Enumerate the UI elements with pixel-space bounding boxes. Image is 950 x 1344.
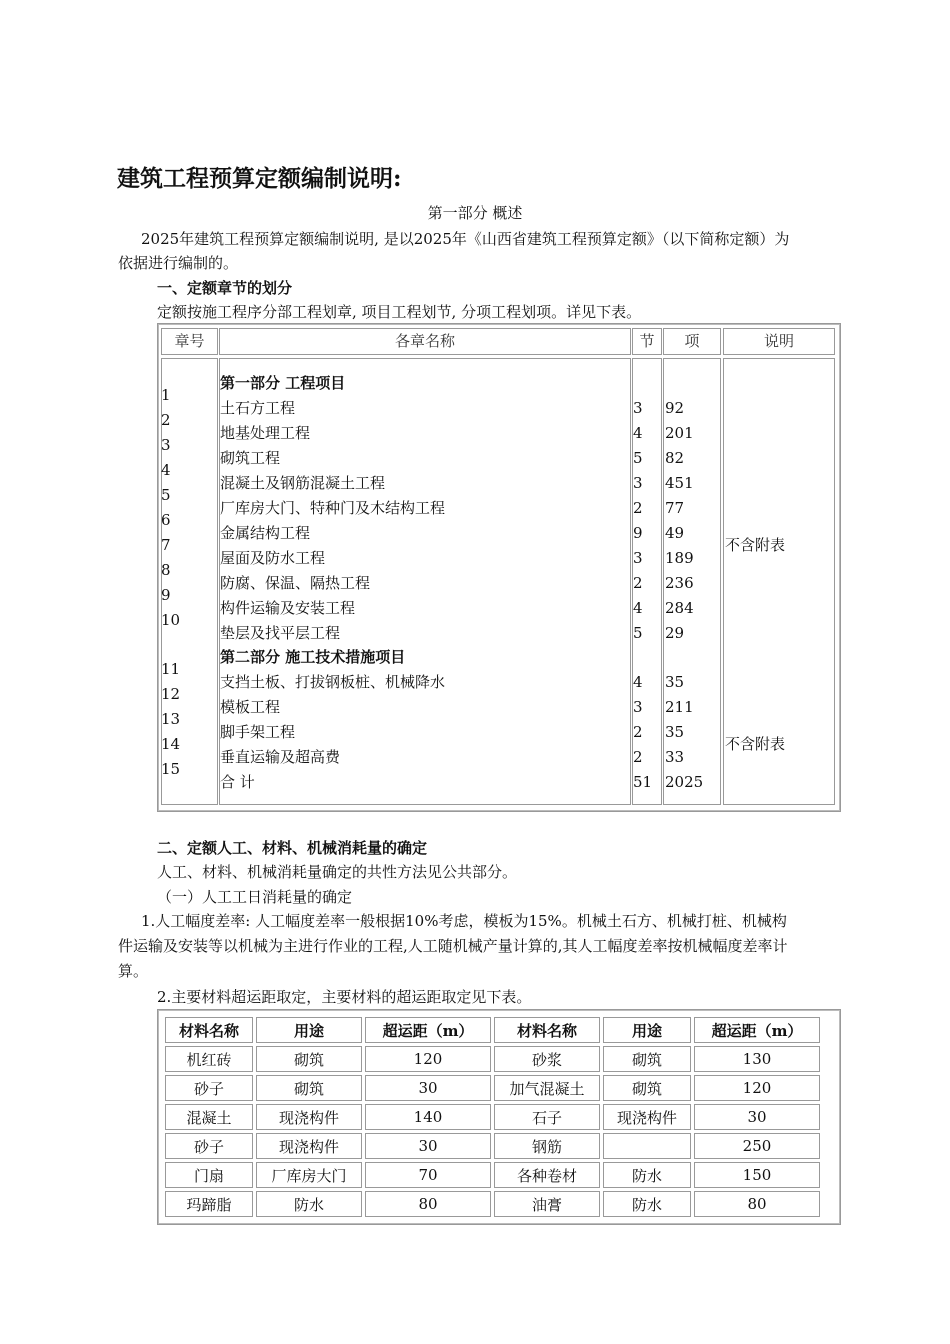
section1-heading: 一、定额章节的划分 <box>157 279 293 297</box>
table-row <box>165 1046 820 1072</box>
usage-cell: 砌筑 <box>603 1075 691 1101</box>
jie-value: 2 <box>633 499 643 517</box>
material-cell: 各种卷材 <box>494 1162 600 1188</box>
usage-cell: 厂库房大门 <box>256 1162 362 1188</box>
chapter-no: 15 <box>161 760 181 778</box>
jie-value: 3 <box>633 698 643 716</box>
intro-line-1: 2025年建筑工程预算定额编制说明, 是以2025年《山西省建筑工程预算定额》（以下简称定额）为 <box>141 230 790 248</box>
xiang-value: 451 <box>665 474 694 492</box>
jie-value: 3 <box>633 399 643 417</box>
material-cell: 玛蹄脂 <box>165 1191 253 1217</box>
chapter-name: 构件运输及安装工程 <box>220 599 356 617</box>
note-part2: 不含附表 <box>725 735 786 753</box>
header-chapter-name: 各章名称 <box>219 328 631 355</box>
jie-value: 4 <box>633 673 643 691</box>
header-material: 材料名称 <box>494 1017 600 1043</box>
chapter-no: 14 <box>161 735 181 753</box>
item2-text: 2.主要材料超运距取定，主要材料的超运距取定见下表。 <box>157 988 532 1006</box>
xiang-value: 201 <box>665 424 694 442</box>
jie-value: 3 <box>633 474 643 492</box>
total-label: 合 计 <box>220 773 255 791</box>
item1-line-3: 算。 <box>118 962 149 980</box>
distance-cell: 70 <box>365 1162 491 1188</box>
xiang-value: 92 <box>665 399 685 417</box>
item1-line-2: 件运输及安装等以机械为主进行作业的工程,人工随机械产量计算的,其人工幅度差率按机械幅度差率计 <box>118 937 788 955</box>
chapter-no: 4 <box>161 461 171 479</box>
chapter-name: 模板工程 <box>220 698 281 716</box>
chapter-no: 13 <box>161 710 181 728</box>
chapter-name: 混凝土及钢筋混凝土工程 <box>220 474 386 492</box>
header-material: 材料名称 <box>165 1017 253 1043</box>
header-usage: 用途 <box>256 1017 362 1043</box>
header-jie: 节 <box>632 328 662 355</box>
material-cell: 砂子 <box>165 1133 253 1159</box>
jie-value: 3 <box>633 549 643 567</box>
total-xiang: 2025 <box>665 773 704 791</box>
chapter-no: 10 <box>161 611 181 629</box>
chapter-name: 地基处理工程 <box>220 424 311 442</box>
usage-cell: 现浇构件 <box>603 1104 691 1130</box>
distance-cell: 30 <box>365 1075 491 1101</box>
distance-cell: 250 <box>694 1133 820 1159</box>
material-cell: 砂子 <box>165 1075 253 1101</box>
chapter-no: 12 <box>161 685 181 703</box>
chapter-no: 5 <box>161 486 171 504</box>
material-cell: 机红砖 <box>165 1046 253 1072</box>
header-distance: 超运距（m） <box>694 1017 820 1043</box>
chapter-no: 7 <box>161 536 171 554</box>
xiang-value: 236 <box>665 574 694 592</box>
usage-cell: 防水 <box>603 1162 691 1188</box>
chapter-name: 支挡土板、打拔钢板桩、机械降水 <box>220 673 446 691</box>
header-xiang: 项 <box>663 328 721 355</box>
material-cell: 钢筋 <box>494 1133 600 1159</box>
table-row <box>165 1133 820 1159</box>
intro-line-2: 依据进行编制的。 <box>118 254 239 272</box>
table-row <box>165 1162 820 1188</box>
distance-cell: 150 <box>694 1162 820 1188</box>
table-header-row <box>165 1017 820 1043</box>
usage-cell: 砌筑 <box>603 1046 691 1072</box>
chapter-name: 屋面及防水工程 <box>220 549 326 567</box>
item1-line-1: 1.人工幅度差率: 人工幅度差率一般根据10%考虑，模板为15%。机械土石方、机械打桩、机械构 <box>141 912 787 930</box>
xiang-value: 82 <box>665 449 685 467</box>
jie-value: 4 <box>633 599 643 617</box>
table-row <box>165 1104 820 1130</box>
chapter-no: 6 <box>161 511 171 529</box>
header-distance: 超运距（m） <box>365 1017 491 1043</box>
distance-cell: 30 <box>694 1104 820 1130</box>
xiang-value: 35 <box>665 673 685 691</box>
xiang-value: 189 <box>665 549 694 567</box>
section2-text: 人工、材料、机械消耗量确定的共性方法见公共部分。 <box>157 863 518 881</box>
xiang-value: 29 <box>665 624 685 642</box>
material-cell: 加气混凝土 <box>494 1075 600 1101</box>
jie-value: 9 <box>633 524 643 542</box>
jie-value: 2 <box>633 723 643 741</box>
xiang-value: 35 <box>665 723 685 741</box>
jie-value: 5 <box>633 624 643 642</box>
chapter-no: 3 <box>161 436 171 454</box>
section2-heading: 二、定额人工、材料、机械消耗量的确定 <box>157 839 428 857</box>
page-title: 建筑工程预算定额编制说明: <box>117 165 402 192</box>
distance-cell: 140 <box>365 1104 491 1130</box>
chapter-no: 9 <box>161 586 171 604</box>
part-heading: 第一部分 概述 <box>427 204 523 222</box>
material-cell: 石子 <box>494 1104 600 1130</box>
distance-cell: 80 <box>365 1191 491 1217</box>
chapter-no: 11 <box>161 660 181 678</box>
table-row <box>165 1191 820 1217</box>
jie-value: 5 <box>633 449 643 467</box>
table-row <box>165 1075 820 1101</box>
chapter-name: 金属结构工程 <box>220 524 311 542</box>
usage-cell: 现浇构件 <box>256 1104 362 1130</box>
usage-cell: 砌筑 <box>256 1075 362 1101</box>
xiang-value: 77 <box>665 499 685 517</box>
distance-cell: 30 <box>365 1133 491 1159</box>
header-usage: 用途 <box>603 1017 691 1043</box>
usage-cell: 砌筑 <box>256 1046 362 1072</box>
part1-label: 第一部分 工程项目 <box>220 374 346 392</box>
jie-value: 4 <box>633 424 643 442</box>
chapter-no: 2 <box>161 411 171 429</box>
sub1-heading: （一）人工工日消耗量的确定 <box>157 888 353 906</box>
header-chapter-no: 章号 <box>161 328 218 355</box>
note-part1: 不含附表 <box>725 536 786 554</box>
chapter-name: 垫层及找平层工程 <box>220 624 341 642</box>
xiang-value: 284 <box>665 599 694 617</box>
material-cell: 砂浆 <box>494 1046 600 1072</box>
usage-cell: 防水 <box>256 1191 362 1217</box>
usage-cell <box>603 1133 691 1159</box>
usage-cell: 防水 <box>603 1191 691 1217</box>
header-note: 说明 <box>723 328 835 355</box>
chapter-no: 8 <box>161 561 171 579</box>
material-cell: 门扇 <box>165 1162 253 1188</box>
chapter-name: 砌筑工程 <box>220 449 281 467</box>
jie-value: 2 <box>633 574 643 592</box>
xiang-value: 211 <box>665 698 694 716</box>
material-cell: 混凝土 <box>165 1104 253 1130</box>
distance-cell: 130 <box>694 1046 820 1072</box>
xiang-value: 49 <box>665 524 685 542</box>
jie-value: 2 <box>633 748 643 766</box>
distance-cell: 120 <box>365 1046 491 1072</box>
distance-cell: 80 <box>694 1191 820 1217</box>
chapter-name: 脚手架工程 <box>220 723 296 741</box>
chapter-name: 防腐、保温、隔热工程 <box>220 574 371 592</box>
material-distance-table <box>157 1009 841 1225</box>
material-cell: 油膏 <box>494 1191 600 1217</box>
chapter-no: 1 <box>161 386 171 404</box>
distance-cell: 120 <box>694 1075 820 1101</box>
xiang-value: 33 <box>665 748 685 766</box>
chapter-name: 土石方工程 <box>220 399 296 417</box>
part2-label: 第二部分 施工技术措施项目 <box>220 648 406 666</box>
usage-cell: 现浇构件 <box>256 1133 362 1159</box>
chapter-name: 垂直运输及超高费 <box>220 748 341 766</box>
chapter-table <box>157 323 841 812</box>
section1-text: 定额按施工程序分部工程划章, 项目工程划节, 分项工程划项。详见下表。 <box>157 303 642 321</box>
chapter-name: 厂库房大门、特种门及木结构工程 <box>220 499 446 517</box>
total-jie: 51 <box>633 773 653 791</box>
